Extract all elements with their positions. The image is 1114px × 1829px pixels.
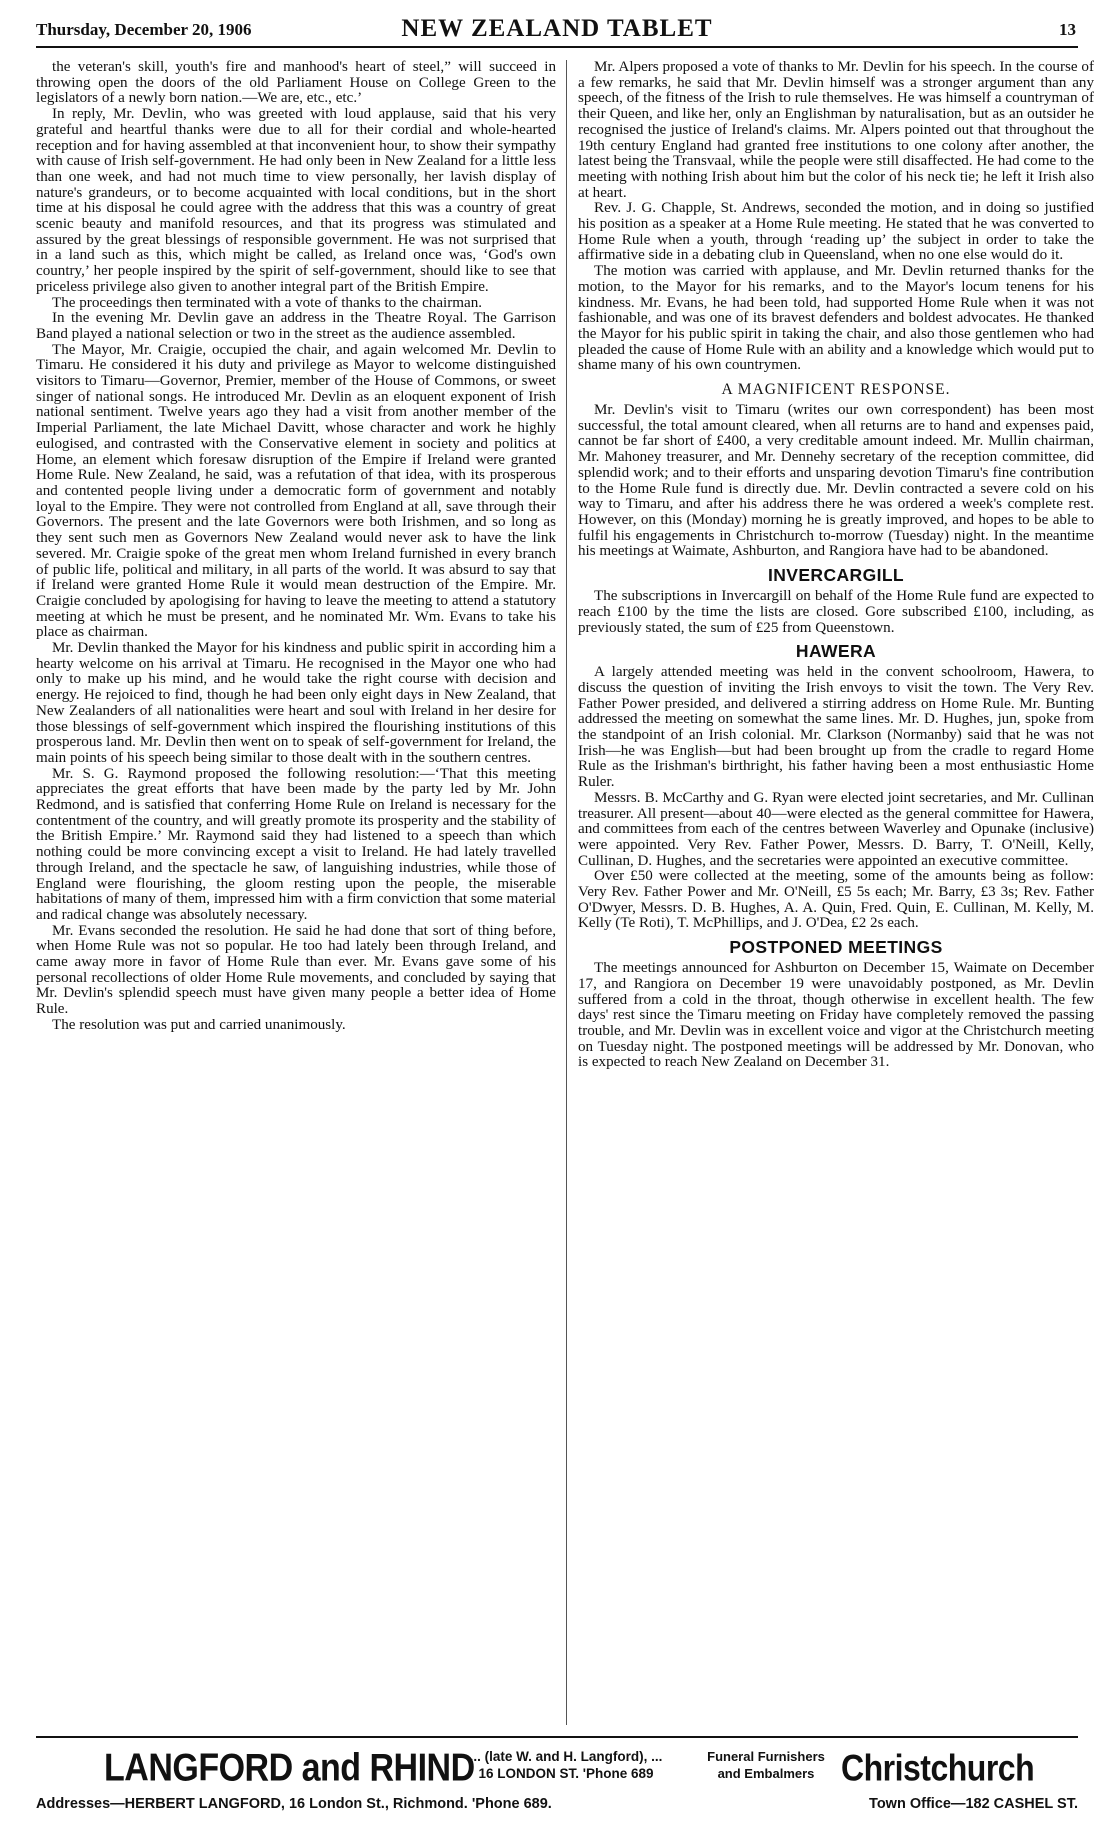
column-divider [566,60,567,1725]
paragraph: Mr. Alpers proposed a vote of thanks to Mr. Devlin for his speech. In the course of a few remarks, he said that Mr. Devlin himself was a stronger argument than any speech, of the fitness of the Irish to rule themselves. He was himself a countryman of their Queen, and like her, only an Englishman by naturalisation, but as an outsider he recognised the justice of Ireland's claims. Mr. Alpers pointed out that throughout the 19th century England had granted free institutions to one colony after another, the latest being the Transvaal, while the people were still disaffected. He had come to the meeting with nothing Irish about him but the color of his neck tie; he left it Irish also at heart. [578,60,1094,201]
paragraph: In the evening Mr. Devlin gave an address in the Theatre Royal. The Garrison Band played a national selection or two in the street as the audience assembled. [36,310,556,342]
advert-brand: LANGFORD and RHIND [104,1746,475,1790]
advert-city: Christchurch [841,1747,1035,1789]
paragraph: Mr. S. G. Raymond proposed the following resolution:—‘That this meeting appreciates the great efforts that have been made by the party led by Mr. John Redmond, and is satisfied that conferring Home Rule on Ireland is necessary for the contentment of the country, and will greatly promote its prosperity and the stability of the British Empire.’ Mr. Raymond said they had listened to a speech than which nothing could be more convincing except a visit to Ireland. He had lately travelled through Ireland, and the spectacle he saw, of languishing industries, while those of England were flourishing, the gloom resting upon the people, the miserable habitations of many of them, impressed him with a firm conviction that some material and radical change was absolutely necessary. [36,765,556,923]
paragraph: Rev. J. G. Chapple, St. Andrews, seconded the motion, and in doing so justified his position as a speaker at a Home Rule meeting. He stated that he was converted to Home Rule when a youth, through ‘reading up’ the subject in order to take the affirmative side in a debating club in Queensland, when no one else would do it. [578,200,1094,264]
advertisement [36,1736,1078,1818]
paragraph: In reply, Mr. Devlin, who was greeted with loud applause, said that his very grateful and heartful thanks were due to all for their cordial and whole-hearted reception and for having assembled at that inconvenient hour, to show their sympathy with cause of Irish self-government. He had only been in New Zealand for a little less than one week, and had not much time to view personally, her lavish display of nature's grandeurs, or to become acquainted with local conditions, but in the short time at his disposal he could agree with the address that this was a country of great scenic beauty and manifold resources, and that its progress was stimulated and assured by the great blessings of responsible government. He was not surprised that in a land such as this, which might be called, as Ireland once was, ‘God's own country,’ her people inspired by the spirit of self-government, should like to see that priceless privilege also given to another integral part of the British Empire. [36,106,556,295]
advert-services [706,1748,826,1782]
postponed-meetings-body [578,961,1094,1071]
left-column [36,60,556,1730]
hawera-heading: HAWERA [795,641,877,662]
advert-street-phone: 16 LONDON ST. 'Phone 689 [478,1766,654,1781]
paragraph: A largely attended meeting was held in the convent schoolroom, Hawera, to discuss the question of inviting the Irish envoys to visit the town. The Very Rev. Father Power presided, and delivered a stirring address on Home Rule. Mr. Bunting addressed the meeting on somewhat the same lines. Mr. D. Hughes, jun, spoke from the standpoint of an Irish colonial. Mr. Clarkson (Normanby) said that he was not Irish—he was English—but had been brought up from the cradle to regard Home Rule as the Irishman's birthright, his father having been a most enthusiastic Home Ruler. [578,664,1094,791]
hawera-body [578,665,1094,932]
paragraph: Mr. Devlin's visit to Timaru (writes our own correspondent) has been most successful, the total amount cleared, when all returns are to hand and expenses paid, cannot be far short of £400, a very creditable amount indeed. Mr. Mullin chairman, Mr. Mahoney treasurer, and Mr. Dennehy secretary of the reception committee, did splendid work; and to their efforts and unsparing devotion Timaru's fine contribution to the Home Rule fund is directly due. Mr. Devlin contracted a severe cold on his way to Timaru, and after his address there he was ordered a week's complete rest. However, on this (Monday) morning he is greatly improved, and hopes to be able to fulfil his engagements in Christchurch to-morrow (Tuesday) night. In the meantime his meetings at Waimate, Ashburton, and Rangiora have had to be abandoned. [578,402,1094,560]
advert-service-1: Funeral Furnishers [707,1749,825,1764]
paragraph: The motion was carried with applause, and Mr. Devlin returned thanks for the motion, to the Mayor for his remarks, and to the Mayor's locum tenens for his kindness. Mr. Evans, he had been told, had supported Home Rule when it was not fashionable, and was one of its bravest defenders and boldest advocates. He thanked the Mayor for his public spirit in taking the chair, and also those gentlemen who had pleaded the cause of Home Rule with an ability and a knowledge which would put to shame many of his own countrymen. [578,263,1094,374]
paragraph: Over £50 were collected at the meeting, some of the amounts being as follow: Very Rev. Father Power and Mr. O'Neill, £5 5s each; Mr. Barry, £3 3s; Rev. Father O'Dwyer, Messrs. D. B. Hughes, A. A. Quin, Fred. Quin, E. Cullinan, M. Kelly, M. Kelly (Te Roti), T. McPhillips, and J. O'Dea, £2 2s each. [578,868,1094,932]
postponed-meetings-heading: POSTPONED MEETINGS [729,937,943,958]
paragraph: The subscriptions in Invercargill on behalf of the Home Rule fund are expected to reach £100 by the time the lists are closed. Gore subscribed £100, including, as previously stated, the sum of £25 from Queenstown. [578,588,1094,636]
advert-details [441,1748,691,1782]
paragraph: Mr. Devlin thanked the Mayor for his kindness and public spirit in according him a hearty welcome on his arrival at Timaru. He recognised in the Mayor one who had only to make up his mind, and he would take the right course with decision and energy. He rejoiced to find, though he had been only eight days in New Zealand, that New Zealanders of all nationalities were heart and soul with Ireland in her desire for those blessings of self-government which inspired the flourishing institutions of this prosperous land. Mr. Devlin then went on to speak of self-government for Ireland, the main points of his speech being similar to those dealt with in the southern centres. [36,640,556,766]
paragraph: the veteran's skill, youth's fire and manhood's heart of steel,” will succeed in throwing open the doors of the old Parliament House on College Green to the legislators of a newly born nation.—We are, etc., etc.’ [36,60,556,107]
paragraph: Messrs. B. McCarthy and G. Ryan were elected joint secretaries, and Mr. Cullinan treasurer. All present—about 40—were elected as the general committee for Hawera, and committees from each of the centres between Waverley and Opunake (inclusive) were appointed. Very Rev. Father Power, Messrs. D. Barry, T. O'Neill, Kelly, Cullinan, D. Hughes, and the secretaries were appointed an executive committee. [578,789,1094,869]
invercargill-heading: INVERCARGILL [767,565,905,586]
left-column-paragraphs [36,60,556,1034]
issue-date: Thursday, December 20, 1906 [36,20,252,39]
invercargill-body [578,589,1094,636]
paragraph: Mr. Evans seconded the resolution. He said he had done that sort of thing before, when Home Rule was not so popular. He too had lately been through Ireland, and came away more in favor of Home Rule than ever. Mr. Evans gave some of his personal recollections of older Home Rule movements, and concluded by saying that Mr. Devlin's splendid speech must have given many people a better idea of Home Rule. [36,922,556,1018]
page-number: 13 [1059,20,1076,39]
devlin-meeting-continued [578,60,1094,374]
magnificent-response-heading: A MAGNIFICENT RESPONSE. [721,381,951,399]
right-column [578,60,1094,1730]
advert-former-name: ... (late W. and H. Langford), ... [469,1749,663,1764]
paragraph: The resolution was put and carried unanimously. [52,1016,346,1033]
masthead [36,12,1078,48]
advert-service-2: and Embalmers [717,1766,815,1781]
publication-title: NEW ZEALAND TABLET [401,15,713,42]
advert-address: Addresses—HERBERT LANGFORD, 16 London St., Richmond. 'Phone 689. [36,1796,552,1812]
paragraph: The Mayor, Mr. Craigie, occupied the chair, and again welcomed Mr. Devlin to Timaru. He considered it his duty and privilege as Mayor to welcome distinguished visitors to Timaru—Governor, Premier, member of the House of Commons, or sweet singer of national songs. He introduced Mr. Devlin as an eloquent exponent of Irish national sentiment. Twelve years ago they had a visit from another member of the Imperial Parliament, the late Michael Davitt, whose character and work he highly eulogised, and contrasted with the Conservative element in society and politics at Home, an element which foresaw disruption of the Empire if Ireland were granted Home Rule. New Zealand, he said, was a refutation of that idea, with its prosperous and contented people living under a democratic form of government and notably loyal to the Empire. They were not controlled from England at all, save through their Governors. The present and the late Governors were both Irishmen, and so long as they sent such men as Governors New Zealand would never ask to have the link severed. Mr. Craigie spoke of the great men whom Ireland furnished in every branch of public life, political and military, in all parts of the world. It was absurd to say that if Ireland were granted Home Rule it would mean destruction of the Empire. Mr. Craigie concluded by apologising for having to leave the meeting to attend a statutory meeting at which he must be present, and he nominated Mr. Wm. Evans to take his place as chairman. [36,341,556,641]
magnificent-response-body [578,403,1094,560]
paragraph: The meetings announced for Ashburton on December 15, Waimate on December 17, and Rangiora on December 19 were unavoidably postponed, as Mr. Devlin suffered from a cold in the throat, though otherwise in excellent health. The few days' rest since the Timaru meeting on Friday have completely removed the passing trouble, and Mr. Devlin was in excellent voice and vigor at the Christchurch meeting on Tuesday night. The postponed meetings will be addressed by Mr. Donovan, who is expected to reach New Zealand on December 31. [578,960,1094,1071]
advert-town-office: Town Office—182 CASHEL ST. [869,1796,1078,1812]
paragraph: The proceedings then terminated with a vote of thanks to the chairman. [52,294,483,311]
